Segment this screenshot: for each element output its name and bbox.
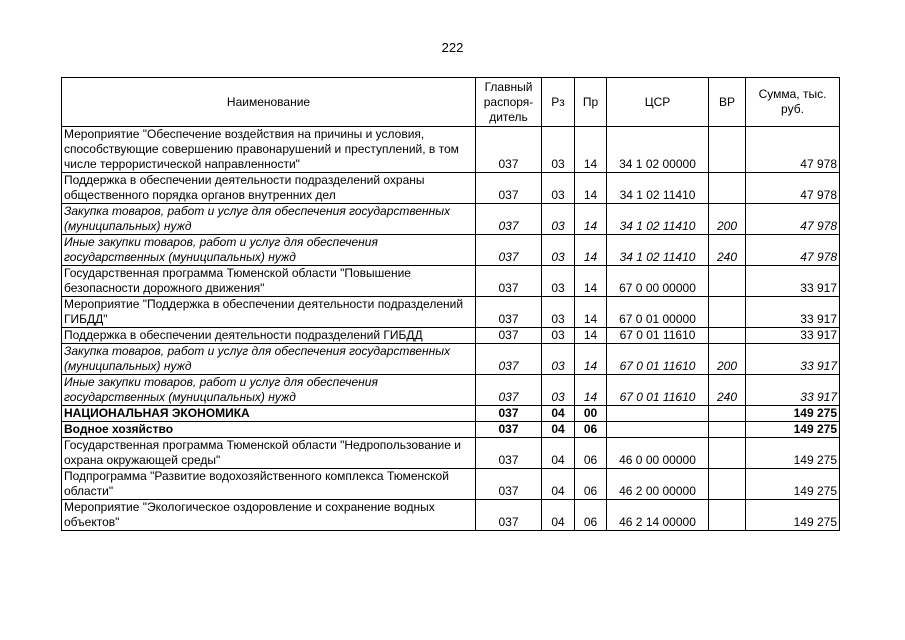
- cell-main-manager: 037: [476, 235, 542, 266]
- cell-expense-type: 200: [709, 344, 746, 375]
- cell-sum: 33 917: [746, 328, 840, 344]
- cell-name: Подпрограмма "Развитие водохозяйственного комплекса Тюменской области": [62, 469, 476, 500]
- cell-target-item: [607, 422, 709, 438]
- header-target-item: ЦСР: [607, 78, 709, 127]
- cell-subsection: 14: [575, 204, 607, 235]
- cell-section: 03: [542, 375, 575, 406]
- table-row: [62, 235, 840, 266]
- cell-name: Водное хозяйство: [62, 422, 476, 438]
- cell-name: Закупка товаров, работ и услуг для обеспечения государственных (муниципальных) нужд: [62, 204, 476, 235]
- cell-section: 03: [542, 204, 575, 235]
- cell-main-manager: 037: [476, 173, 542, 204]
- table-body: [62, 127, 840, 531]
- cell-target-item: 67 0 01 00000: [607, 297, 709, 328]
- cell-sum: 149 275: [746, 406, 840, 422]
- cell-main-manager: 037: [476, 127, 542, 173]
- cell-expense-type: [709, 500, 746, 531]
- cell-main-manager: 037: [476, 406, 542, 422]
- table-header-row: [62, 78, 840, 127]
- table-row: [62, 422, 840, 438]
- cell-name: Мероприятие "Экологическое оздоровление и сохранение водных объектов": [62, 500, 476, 531]
- cell-sum: 33 917: [746, 297, 840, 328]
- table-row: [62, 344, 840, 375]
- cell-expense-type: [709, 438, 746, 469]
- header-sum: Сумма, тыс. руб.: [746, 78, 840, 127]
- cell-name: Поддержка в обеспечении деятельности подразделений охраны общественного порядка органов внутренних дел: [62, 173, 476, 204]
- table-row: [62, 297, 840, 328]
- cell-sum: 47 978: [746, 173, 840, 204]
- cell-expense-type: [709, 266, 746, 297]
- cell-section: 04: [542, 422, 575, 438]
- cell-expense-type: [709, 173, 746, 204]
- cell-section: 03: [542, 344, 575, 375]
- cell-target-item: 46 2 14 00000: [607, 500, 709, 531]
- cell-sum: 33 917: [746, 344, 840, 375]
- cell-subsection: 14: [575, 297, 607, 328]
- cell-subsection: 06: [575, 422, 607, 438]
- cell-subsection: 14: [575, 235, 607, 266]
- table-row: [62, 328, 840, 344]
- table-row: [62, 375, 840, 406]
- cell-target-item: 67 0 01 11610: [607, 375, 709, 406]
- cell-main-manager: 037: [476, 328, 542, 344]
- cell-section: 03: [542, 297, 575, 328]
- cell-target-item: 46 0 00 00000: [607, 438, 709, 469]
- cell-name: Государственная программа Тюменской области "Недропользование и охрана окружающей среды": [62, 438, 476, 469]
- cell-expense-type: 240: [709, 235, 746, 266]
- cell-subsection: 00: [575, 406, 607, 422]
- table-row: [62, 406, 840, 422]
- cell-section: 04: [542, 469, 575, 500]
- cell-subsection: 14: [575, 344, 607, 375]
- cell-name: Поддержка в обеспечении деятельности подразделений ГИБДД: [62, 328, 476, 344]
- cell-subsection: 14: [575, 173, 607, 204]
- cell-target-item: 46 2 00 00000: [607, 469, 709, 500]
- header-subsection: Пр: [575, 78, 607, 127]
- cell-expense-type: [709, 422, 746, 438]
- table-row: [62, 173, 840, 204]
- table-row: [62, 266, 840, 297]
- cell-name: Мероприятие "Обеспечение воздействия на причины и условия, способствующие совершению правонарушений и преступлений, в том числе террористической направленности": [62, 127, 476, 173]
- page-number: 222: [441, 40, 464, 55]
- table-row: [62, 127, 840, 173]
- cell-target-item: 34 1 02 11410: [607, 204, 709, 235]
- cell-name: Иные закупки товаров, работ и услуг для обеспечения государственных (муниципальных) нужд: [62, 375, 476, 406]
- cell-target-item: [607, 406, 709, 422]
- cell-main-manager: 037: [476, 469, 542, 500]
- cell-subsection: 06: [575, 469, 607, 500]
- cell-section: 03: [542, 266, 575, 297]
- header-expense-type: ВР: [709, 78, 746, 127]
- cell-main-manager: 037: [476, 266, 542, 297]
- cell-section: 03: [542, 235, 575, 266]
- cell-expense-type: [709, 127, 746, 173]
- table-row: [62, 204, 840, 235]
- cell-sum: 47 978: [746, 204, 840, 235]
- header-main-manager: Главный распоря-дитель: [476, 78, 542, 127]
- cell-section: 03: [542, 173, 575, 204]
- cell-sum: 33 917: [746, 375, 840, 406]
- cell-sum: 149 275: [746, 500, 840, 531]
- cell-target-item: 67 0 01 11610: [607, 344, 709, 375]
- cell-expense-type: 240: [709, 375, 746, 406]
- cell-target-item: 34 1 02 11410: [607, 173, 709, 204]
- table-row: [62, 438, 840, 469]
- header-name: Наименование: [62, 78, 476, 127]
- cell-subsection: 06: [575, 500, 607, 531]
- cell-section: 04: [542, 406, 575, 422]
- cell-main-manager: 037: [476, 422, 542, 438]
- cell-subsection: 06: [575, 438, 607, 469]
- cell-expense-type: [709, 406, 746, 422]
- cell-name: Мероприятие "Поддержка в обеспечении деятельности подразделений ГИБДД": [62, 297, 476, 328]
- cell-subsection: 14: [575, 127, 607, 173]
- cell-subsection: 14: [575, 328, 607, 344]
- cell-section: 04: [542, 500, 575, 531]
- cell-sum: 149 275: [746, 422, 840, 438]
- cell-name: Иные закупки товаров, работ и услуг для обеспечения государственных (муниципальных) нужд: [62, 235, 476, 266]
- cell-target-item: 67 0 01 11610: [607, 328, 709, 344]
- cell-name: Государственная программа Тюменской области "Повышение безопасности дорожного движения": [62, 266, 476, 297]
- cell-expense-type: [709, 297, 746, 328]
- cell-expense-type: 200: [709, 204, 746, 235]
- cell-section: 03: [542, 127, 575, 173]
- table-row: [62, 500, 840, 531]
- cell-expense-type: [709, 328, 746, 344]
- cell-expense-type: [709, 469, 746, 500]
- cell-sum: 47 978: [746, 235, 840, 266]
- header-section: Рз: [542, 78, 575, 127]
- cell-name: НАЦИОНАЛЬНАЯ ЭКОНОМИКА: [62, 406, 476, 422]
- cell-target-item: 34 1 02 11410: [607, 235, 709, 266]
- cell-sum: 149 275: [746, 469, 840, 500]
- cell-main-manager: 037: [476, 438, 542, 469]
- cell-name: Закупка товаров, работ и услуг для обеспечения государственных (муниципальных) нужд: [62, 344, 476, 375]
- cell-target-item: 67 0 00 00000: [607, 266, 709, 297]
- cell-sum: 47 978: [746, 127, 840, 173]
- cell-main-manager: 037: [476, 500, 542, 531]
- budget-table: [61, 77, 840, 531]
- cell-subsection: 14: [575, 375, 607, 406]
- cell-target-item: 34 1 02 00000: [607, 127, 709, 173]
- cell-main-manager: 037: [476, 344, 542, 375]
- cell-main-manager: 037: [476, 204, 542, 235]
- cell-section: 04: [542, 438, 575, 469]
- cell-sum: 149 275: [746, 438, 840, 469]
- cell-sum: 33 917: [746, 266, 840, 297]
- cell-main-manager: 037: [476, 297, 542, 328]
- cell-main-manager: 037: [476, 375, 542, 406]
- cell-subsection: 14: [575, 266, 607, 297]
- cell-section: 03: [542, 328, 575, 344]
- table-row: [62, 469, 840, 500]
